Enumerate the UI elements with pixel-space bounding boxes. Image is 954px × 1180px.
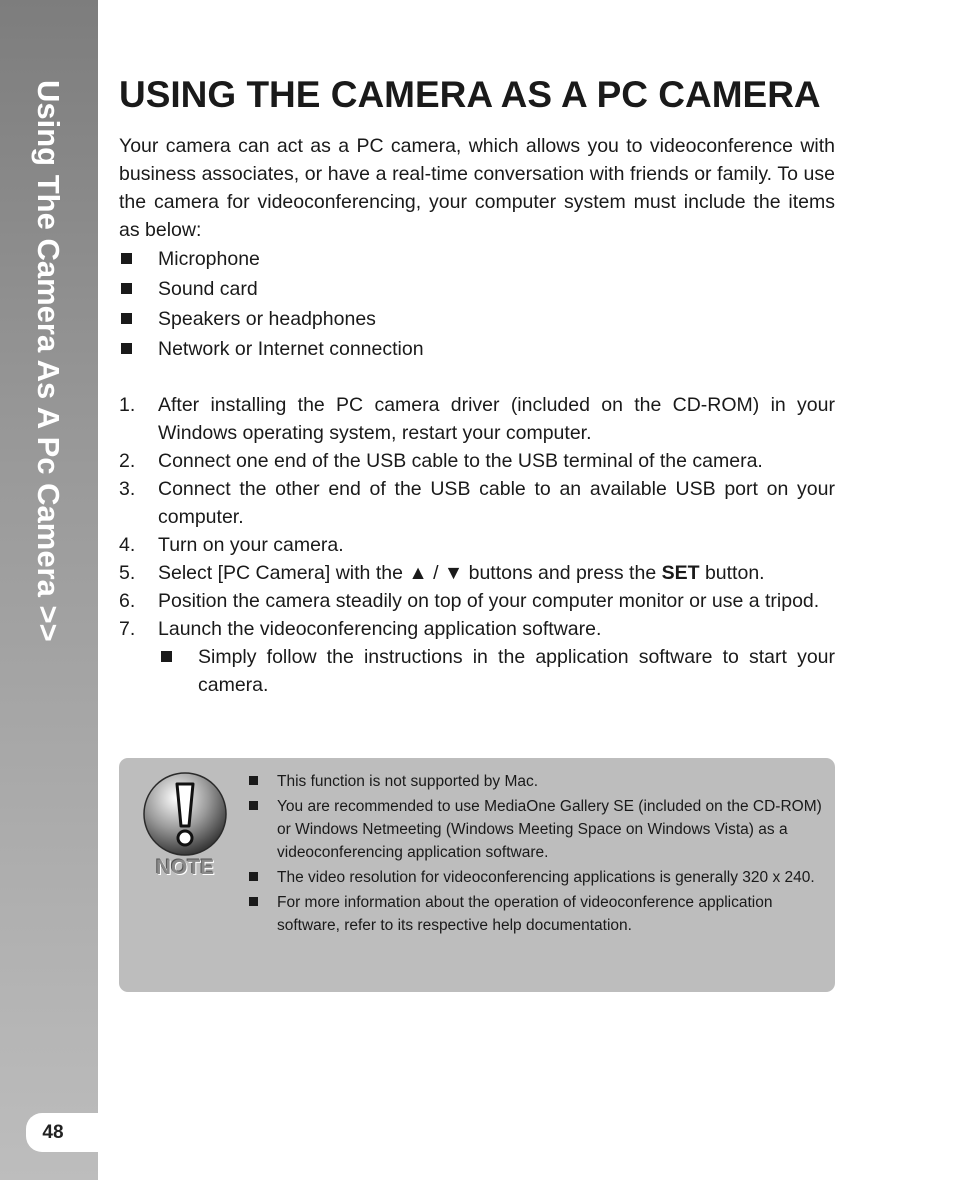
note-item: The video resolution for videoconferencing applications is generally 320 x 240. bbox=[249, 866, 824, 889]
square-bullet-icon bbox=[249, 897, 258, 906]
note-item: You are recommended to use MediaOne Gallery SE (included on the CD-ROM) or Windows Netmeeting (Windows Meeting Space on Windows Vista) as a videoconferencing application software. bbox=[249, 795, 824, 864]
square-bullet-icon bbox=[249, 872, 258, 881]
square-bullet-icon bbox=[121, 253, 132, 264]
square-bullet-icon bbox=[161, 651, 172, 662]
note-label: NOTE bbox=[155, 856, 215, 879]
step-item: 3. Connect the other end of the USB cable to an available USB port on your computer. bbox=[119, 478, 835, 528]
note-item: This function is not supported by Mac. bbox=[249, 770, 824, 793]
step-item: 5. Select [PC Camera] with the ▲ / ▼ buttons and press the SET button. bbox=[119, 562, 765, 584]
step-item: 6. Position the camera steadily on top of your computer monitor or use a tripod. bbox=[119, 590, 820, 612]
sidebar bbox=[0, 0, 98, 1180]
sidebar-title: Using The Camera As A Pc Camera >> bbox=[31, 80, 66, 642]
square-bullet-icon bbox=[121, 343, 132, 354]
step-item: 7. Launch the videoconferencing application software. Simply follow the instructions in the application software to start your camera. bbox=[119, 615, 835, 699]
square-bullet-icon bbox=[249, 776, 258, 785]
step-item: 1. After installing the PC camera driver (included on the CD-ROM) in your Windows operating system, restart your computer. bbox=[119, 394, 835, 444]
square-bullet-icon bbox=[121, 283, 132, 294]
note-box bbox=[119, 758, 835, 992]
page-number: 48 bbox=[26, 1113, 98, 1152]
square-bullet-icon bbox=[249, 801, 258, 810]
list-item: Speakers or headphones bbox=[119, 304, 835, 334]
intro-paragraph: Your camera can act as a PC camera, which allows you to videoconference with business associates, or have a real-time conversation with friends or family. To use the camera for videoconferencing, your computer system must include the items as below: bbox=[119, 135, 835, 241]
steps-list bbox=[119, 391, 835, 699]
note-list bbox=[249, 770, 824, 939]
set-button-label: SET bbox=[661, 562, 700, 584]
requirements-list bbox=[119, 244, 835, 364]
list-item: Sound card bbox=[119, 274, 835, 304]
list-item: Microphone bbox=[119, 244, 835, 274]
list-item: Network or Internet connection bbox=[119, 334, 835, 364]
page-title: USING THE CAMERA AS A PC CAMERA bbox=[119, 74, 821, 115]
square-bullet-icon bbox=[121, 313, 132, 324]
exclamation-icon bbox=[143, 772, 227, 856]
note-item: For more information about the operation of videoconference application software, refer to its respective help documentation. bbox=[249, 891, 824, 937]
step-item: 2. Connect one end of the USB cable to the USB terminal of the camera. bbox=[119, 450, 763, 472]
sub-item: Simply follow the instructions in the application software to start your camera. bbox=[158, 643, 835, 699]
step-item: 4. Turn on your camera. bbox=[119, 534, 344, 556]
